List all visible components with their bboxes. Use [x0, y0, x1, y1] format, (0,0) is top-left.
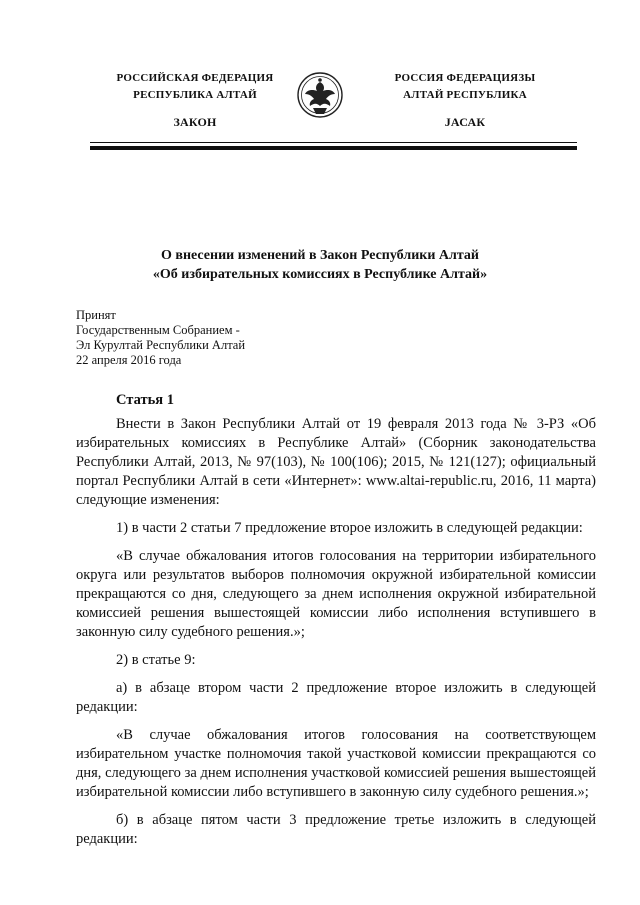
adoption-block [76, 308, 245, 368]
header-right-block [355, 70, 575, 131]
article-title: Статья 1 [116, 392, 174, 408]
adoption-line2: Государственным Собранием - [76, 323, 240, 337]
header-rule-thick [90, 146, 577, 150]
header-left-doc-kind: ЗАКОН [173, 115, 217, 129]
article-paragraph: 2) в статье 9: [116, 652, 196, 668]
header-left-country: РОССИЙСКАЯ ФЕДЕРАЦИЯ [116, 72, 274, 84]
law-title-line1: О внесении изменений в Закон Республики Алтай [161, 248, 479, 263]
header-right-country: РОССИЯ ФЕДЕРАЦИЯЗЫ [394, 72, 536, 84]
article-paragraph: б) в абзаце пятом части 3 предложение третье изложить в следующей редакции: [76, 812, 596, 847]
adoption-date: 22 апреля 2016 года [76, 353, 182, 367]
adoption-line1: Принят [76, 308, 116, 322]
article-paragraph: «В случае обжалования итогов голосования на территории избирательного округа или результатов выборов полномочия окружной избирательной комиссии прекращаются со дня, следующего за днем исполнения окружной избирательной комиссией решения вышестоящей комиссии либо исполнения вступившего в законную силу судебного решения.»; [76, 548, 596, 640]
header-rule-thin [90, 142, 577, 143]
header-left-block [85, 70, 305, 131]
article-paragraph: а) в абзаце втором части 2 предложение второе изложить в следующей редакции: [76, 680, 596, 715]
article-1 [76, 392, 596, 858]
article-paragraph: «В случае обжалования итогов голосования на соответствующем избирательном участке полномочия такой участковой комиссии прекращаются со дня, следующего за днем исполнения участковой комиссией решения вышестоящей избирательной комиссии либо вступившего в законную силу судебного решения.»; [76, 727, 596, 800]
law-title-line2: «Об избирательных комиссиях в Республике Алтай» [152, 267, 488, 282]
law-title [0, 246, 640, 284]
header-right-doc-kind: JАСАК [444, 115, 486, 129]
article-paragraph: 1) в части 2 статьи 7 предложение второе изложить в следующей редакции: [116, 520, 583, 536]
header-right-republic: АЛТАЙ РЕСПУБЛИКА [403, 89, 527, 101]
adoption-line3: Эл Курултай Республики Алтай [76, 338, 246, 352]
coat-of-arms-icon [296, 70, 344, 124]
header-left-republic: РЕСПУБЛИКА АЛТАЙ [133, 89, 257, 101]
article-paragraph: Внести в Закон Республики Алтай от 19 февраля 2013 года № 3-РЗ «Об избирательных комиссиях в Республике Алтай» (Сборник законодательства Республики Алтай, 2013, № 97(103), № 100(106); 2015, № 121(127); официальный портал Республики Алтай в сети «Интернет»: www.altai-republic.ru, 2016, 11 марта) следующие изменения: [76, 416, 596, 508]
